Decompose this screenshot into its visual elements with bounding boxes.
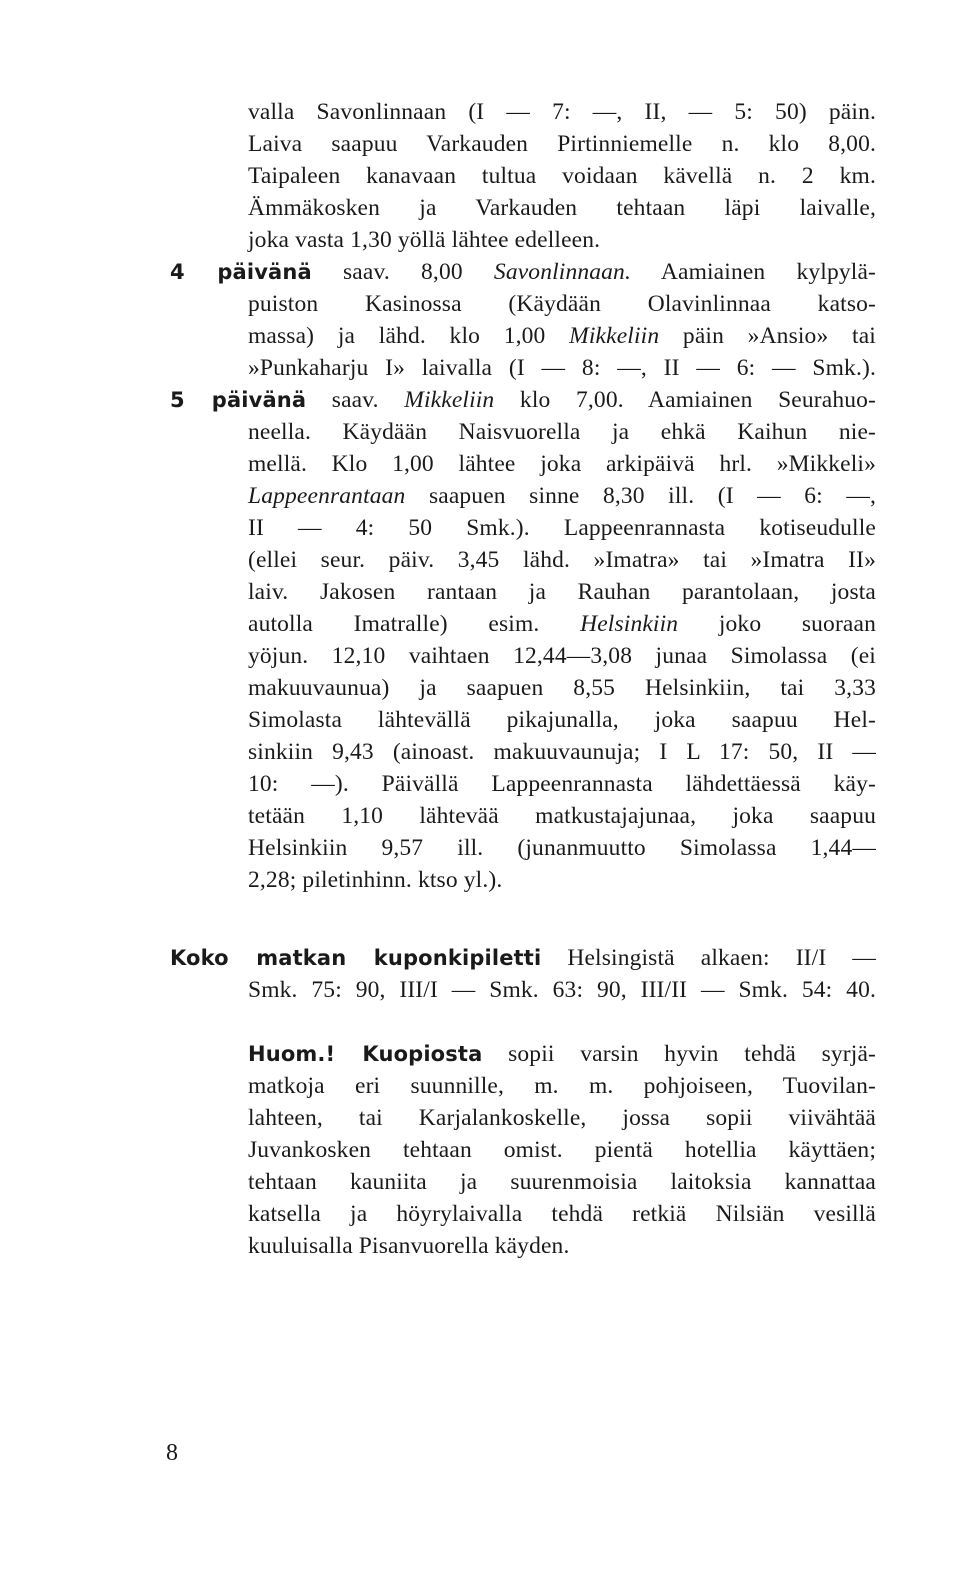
text-line: (ellei seur. päiv. 3,45 lähd. »Imatra» tai »Imatra II» — [248, 547, 876, 573]
text-line: katsella ja höyrylaivalla tehdä retkiä Nilsiän vesillä — [248, 1201, 876, 1227]
text-line: lahteen, tai Karjalankoskelle, jossa sopii viivähtää — [248, 1105, 876, 1131]
section-heading: Huom.! Kuopiosta — [248, 1042, 483, 1066]
text-line: kuuluisalla Pisanvuorella käyden. — [248, 1233, 570, 1259]
text-line: valla Savonlinnaan (I — 7: —, II, — 5: 50) päin. — [248, 99, 876, 125]
text-line: Lappeenrantaan saapuen sinne 8,30 ill. (I — 6: —, — [248, 483, 876, 509]
text-line: Koko matkan kuponkipiletti Helsingistä alkaen: II/I — — [170, 945, 876, 971]
day-heading: 5 päivänä — [170, 388, 307, 412]
text-line: makuuvaunua) ja saapuen 8,55 Helsinkiin, tai 3,33 — [248, 675, 876, 701]
day-heading: 4 päivänä — [170, 260, 312, 284]
text-line: massa) ja lähd. klo 1,00 Mikkeliin päin »Ansio» tai — [248, 323, 876, 349]
text-line: neella. Käydään Naisvuorella ja ehkä Kaihun nie- — [248, 419, 876, 445]
text-line: autolla Imatralle) esim. Helsinkiin joko suoraan — [248, 611, 876, 637]
text-line: Taipaleen kanavaan tultua voidaan kävellä n. 2 km. — [248, 163, 876, 189]
text-line: tehtaan kauniita ja suurenmoisia laitoksia kannattaa — [248, 1169, 876, 1195]
text-line: 2,28; piletinhinn. ktso yl.). — [248, 867, 503, 893]
text-line: Helsinkiin 9,57 ill. (junanmuutto Simolassa 1,44— — [248, 835, 876, 861]
text-line: laiv. Jakosen rantaan ja Rauhan parantolaan, josta — [248, 579, 876, 605]
text-line: joka vasta 1,30 yöllä lähtee edelleen. — [248, 227, 601, 253]
text-line: Simolasta lähtevällä pikajunalla, joka saapuu Hel- — [248, 707, 876, 733]
text-line: Ämmäkosken ja Varkauden tehtaan läpi laivalle, — [248, 195, 876, 221]
text-line: Juvankosken tehtaan omist. pientä hotellia käyttäen; — [248, 1137, 876, 1163]
text-line: tetään 1,10 lähtevää matkustajajunaa, joka saapuu — [248, 803, 876, 829]
page-number: 8 — [166, 1440, 178, 1466]
text-line: sinkiin 9,43 (ainoast. makuuvaunuja; I L 17: 50, II — — [248, 739, 876, 765]
text-line: Laiva saapuu Varkauden Pirtinniemelle n. klo 8,00. — [248, 131, 876, 157]
text-line: yöjun. 12,10 vaihtaen 12,44—3,08 junaa Simolassa (ei — [248, 643, 876, 669]
section-heading: Koko matkan kuponkipiletti — [170, 946, 542, 970]
text-line: II — 4: 50 Smk.). Lappeenrannasta kotiseudulle — [248, 515, 876, 541]
text-line: Smk. 75: 90, III/I — Smk. 63: 90, III/II — Smk. 54: 40. — [248, 977, 876, 1003]
text-line: puiston Kasinossa (Käydään Olavinlinnaa katso- — [248, 291, 876, 317]
text-line: mellä. Klo 1,00 lähtee joka arkipäivä hrl. »Mikkeli» — [248, 451, 876, 477]
text-line: 4 päivänä saav. 8,00 Savonlinnaan. Aamiainen kylpylä- — [170, 259, 877, 285]
text-line: Huom.! Kuopiosta sopii varsin hyvin tehdä syrjä- — [248, 1041, 877, 1067]
text-line: 10: —). Päivällä Lappeenrannasta lähdettäessä käy- — [248, 771, 876, 797]
text-line: »Punkaharju I» laivalla (I — 8: —, II — 6: — Smk.). — [248, 355, 876, 381]
text-line: 5 päivänä saav. Mikkeliin klo 7,00. Aamiainen Seurahuo- — [170, 387, 876, 413]
text-line: matkoja eri suunnille, m. m. pohjoiseen, Tuovilan- — [248, 1073, 876, 1099]
